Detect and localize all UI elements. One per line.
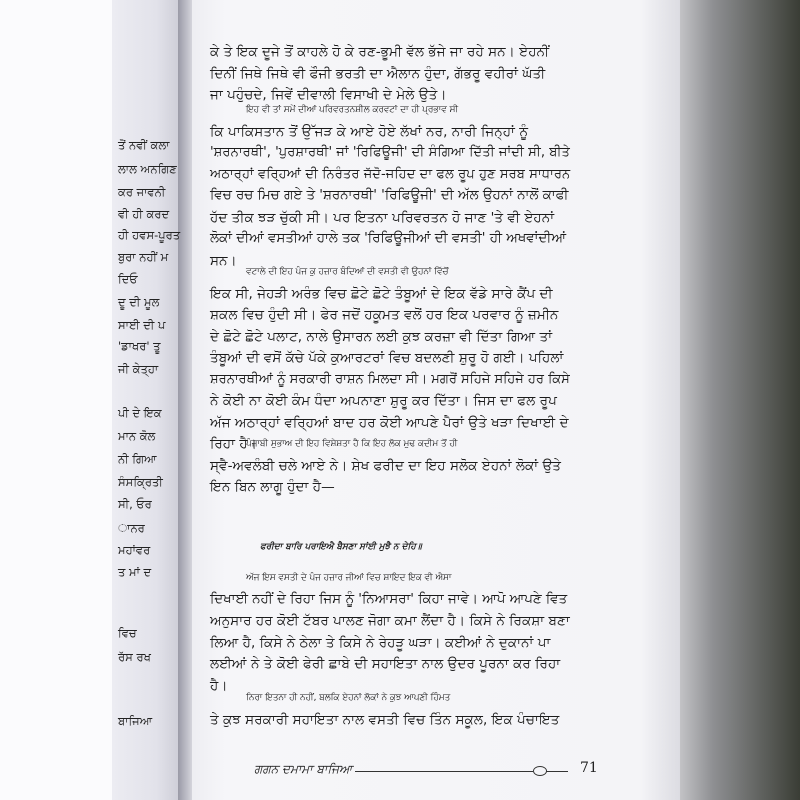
left-page-fragment: ਤੋਂ ਨਵੀਂ ਕਲਾ xyxy=(118,138,170,152)
left-page-fragment: ਬੁਰਾ ਨਹੀਂ ਮ xyxy=(118,250,169,264)
text-line: ਇਕ ਸੀ, ਜੇਹੜੀ ਅਰੰਭ ਵਿਚ ਛੋਟੇ ਛੋਟੇ ਤੰਬੂਆਂ ਦੇ ਇਕ ਵੱਡੇ ਸਾਰੇ ਕੈਂਪ ਦੀ xyxy=(210,285,553,302)
text-line: ਦੇ ਛੋਟੇ ਛੋਟੇ ਪਲਾਟ, ਨਾਲੇ ਉਸਾਰਨ ਲਈ ਕੁਝ ਕਰਜ਼ਾ ਵੀ ਦਿੱਤਾ ਗਿਆ ਤਾਂ xyxy=(210,328,553,345)
left-page-fragment: ਹੀ ਹਵਸ-ਪੂਰਤ xyxy=(118,228,181,242)
text-line: ਹੈ। xyxy=(210,677,228,694)
left-page-fragment: ਦਿਓ xyxy=(118,272,138,286)
left-page-fragment: ਜੀ ਕੇਤ੍ਹਾ xyxy=(118,362,159,376)
text-line: ਰਿਹਾ ਹੈ। xyxy=(210,436,257,452)
text-line: ਇਹ ਵੀ ਤਾਂ ਸਮੇਂ ਦੀਆਂ ਪਰਿਵਰਤਨਸ਼ੀਲ ਕਰਵਟਾਂ ਦਾ ਹੀ ਪ੍ਰਭਾਵ ਸੀ xyxy=(246,105,459,115)
footer-rule-end xyxy=(546,771,568,772)
left-page-fragment: ਮਹਾਂਵਰ xyxy=(118,543,151,557)
footer-rule xyxy=(355,771,533,772)
footer-book-title: ਗਗਨ ਦਮਾਮਾ ਬਾਜਿਆ xyxy=(254,762,353,776)
text-line: ਨਿਰਾ ਇਤਨਾ ਹੀ ਨਹੀਂ, ਬਲਕਿ ਏਹਨਾਂ ਲੋਕਾਂ ਨੇ ਕੁਝ ਆਪਣੀ ਹਿੰਮਤ xyxy=(246,693,451,703)
left-page-fragment: ਾਨਰ xyxy=(118,521,145,535)
text-line: ਦਿਖਾਈ ਨਹੀਂ ਦੇ ਰਿਹਾ ਜਿਸ ਨੂੰ 'ਨਿਆਸਰਾ' ਕਿਹਾ ਜਾਵੇ। ਆਪੋ ਆਪਣੇ ਵਿਤ xyxy=(210,591,568,607)
text-line: ਨੇ ਕੋਈ ਨਾ ਕੋਈ ਕੰਮ ਧੰਦਾ ਅਪਨਾਣਾ ਸ਼ੁਰੂ ਕਰ ਦਿੱਤਾ। ਜਿਸ ਦਾ ਫਲ ਰੂਪ xyxy=(210,393,557,409)
left-page-fragment: ਵਿਚ xyxy=(118,626,137,640)
text-line: ਹੱਦ ਤੀਕ ਝੜ ਚੁੱਕੀ ਸੀ। ਪਰ ਇਤਨਾ ਪਰਿਵਰਤਨ ਹੋ ਜਾਣ 'ਤੇ ਵੀ ਏਹਨਾਂ xyxy=(210,209,555,226)
text-line: ਪੰਜਾਬੀ ਸੁਭਾਅ ਦੀ ਇਹ ਵਿਸ਼ੇਸ਼ਤਾ ਹੈ ਕਿ ਇਹ ਲੋਕ ਮੁਢ ਕਦੀਮ ਤੋਂ ਹੀ xyxy=(246,439,458,449)
left-page-fragment: 'ਡਾਖਰ' ਤੂ xyxy=(118,339,161,353)
book-gutter xyxy=(178,0,192,800)
left-page-fragment: ਬਾਜਿਆ xyxy=(118,714,153,728)
text-line: ਲੋਕਾਂ ਦੀਆਂ ਵਸਤੀਆਂ ਹਾਲੇ ਤਕ 'ਰਿਫਿਊਜੀਆਂ ਦੀ ਵਸਤੀ' ਹੀ ਅਖਵਾਂਦੀਆਂ xyxy=(210,231,566,246)
text-line: ਲਿਆ ਹੈ, ਕਿਸੇ ਨੇ ਠੇਲਾ ਤੇ ਕਿਸੇ ਨੇ ਰੇਹੜੂ ਘੜਾ। ਕਈਆਂ ਨੇ ਦੁਕਾਨਾਂ ਪਾ xyxy=(210,634,551,651)
left-page-fragment: ਤ ਮਾਂ ਦ xyxy=(118,565,152,579)
text-line: ਸ੍ਵੈ-ਅਵਲੰਬੀ ਚਲੇ ਆਏ ਨੇ। ਸ਼ੇਖ ਫਰੀਦ ਦਾ ਇਹ ਸਲੋਕ ਏਹਨਾਂ ਲੋਕਾਂ ਉਤੇ xyxy=(210,457,561,474)
text-line: ਅਠਾਰ੍ਹਾਂ ਵਰ੍ਹਿਆਂ ਦੀ ਨਿਰੰਤਰ ਜੱਦੋ-ਜਹਿਦ ਦਾ ਫਲ ਰੂਪ ਹੁਣ ਸਰਬ ਸਾਧਾਰਨ xyxy=(210,166,571,182)
text-line: ਕੇ ਤੇ ਇਕ ਦੂਜੇ ਤੋਂ ਕਾਹਲੇ ਹੋ ਕੇ ਰਣ-ਭੂਮੀ ਵੱਲ ਭੱਜੇ ਜਾ ਰਹੇ ਸਨ। ਏਹਨੀਂ xyxy=(210,44,550,60)
text-line: ਜਾ ਪਹੁੰਚਦੇ, ਜਿਵੇਂ ਦੀਵਾਲੀ ਵਿਸਾਖੀ ਦੇ ਮੇਲੇ ਉਤੇ। xyxy=(210,87,447,103)
page-number: 71 xyxy=(580,760,598,776)
left-page-fragment: ਸੰਸਕ੍ਰਿਤੀ xyxy=(118,475,163,489)
left-page-fragment: ਲਾਲ ਅਨਗਿਣ xyxy=(118,162,177,176)
left-page-fragment: ਮਾਨ ਕੋਲ xyxy=(118,429,156,443)
text-line: ਸਨ। xyxy=(210,252,237,269)
verse-line: ਫਰੀਦਾ ਬਾਰਿ ਪਰਾਇਐ ਬੈਸਣਾ ਸਾਂਈ ਮੁਝੈ ਨ ਦੇਹਿ॥ xyxy=(260,542,422,552)
footer-ornament xyxy=(533,766,547,776)
text-line: ਕਿ ਪਾਕਿਸਤਾਨ ਤੋਂ ਉੱਜੜ ਕੇ ਆਏ ਹੋਏ ਲੱਖਾਂ ਨਰ, ਨਾਰੀ ਜਿਨ੍ਹਾਂ ਨੂੰ xyxy=(210,123,529,140)
text-line: ਦਿਨੀਂ ਜਿਥੇ ਜਿਥੇ ਵੀ ਫੌਜੀ ਭਰਤੀ ਦਾ ਐਲਾਨ ਹੁੰਦਾ, ਗੱਭਰੂ ਵਹੀਰਾਂ ਘੱਤੀ xyxy=(210,65,546,82)
left-page-fragment: ਦੂ ਦੀ ਮੂਲ xyxy=(118,295,160,309)
text-line: ਵਟਾਲੇ ਦੀ ਇਹ ਪੰਜ ਕੁ ਹਜ਼ਾਰ ਬੰਦਿਆਂ ਦੀ ਵਸਤੀ ਵੀ ਉਹਨਾਂ ਵਿੱਚੋਂ xyxy=(246,267,449,277)
text-line: ਅੱਜ ਇਸ ਵਸਤੀ ਦੇ ਪੰਜ ਹਜ਼ਾਰ ਜੀਆਂ ਵਿਚ ਸ਼ਾਇਦ ਇਕ ਵੀ ਐਸਾ xyxy=(246,573,452,583)
left-page-fragment: ਵੀ ਹੀ ਕਰਦ xyxy=(118,207,170,221)
left-page xyxy=(112,0,186,800)
text-line: ਲਈਆਂ ਨੇ ਤੇ ਕੋਈ ਫੇਰੀ ਛਾਬੇ ਦੀ ਸਹਾਇਤਾ ਨਾਲ ਉਦਰ ਪੂਰਨਾ ਕਰ ਰਿਹਾ xyxy=(210,656,561,672)
text-line: ਵਿਚ ਰਚ ਮਿਚ ਗਏ ਤੇ 'ਸ਼ਰਨਾਰਥੀ' 'ਰਿਫਿਊਜੀ' ਦੀ ਅੱਲ ਉਹਨਾਂ ਨਾਲੋਂ ਕਾਫੀ xyxy=(210,188,569,203)
left-page-fragment: ਸਾਈ ਦੀ ਪ xyxy=(118,318,166,332)
text-line: ਸ਼ਕਲ ਵਿਚ ਹੁੰਦੀ ਸੀ। ਫੇਰ ਜਦੋਂ ਹਕੂਮਤ ਵਲੋਂ ਹਰ ਇਕ ਪਰਵਾਰ ਨੂੰ ਜ਼ਮੀਨ xyxy=(210,307,559,323)
left-page-fragment: ਸੀ, ਓਰ xyxy=(118,497,152,511)
text-line: ਸ਼ਰਨਾਰਥੀਆਂ ਨੂੰ ਸਰਕਾਰੀ ਰਾਸ਼ਨ ਮਿਲਦਾ ਸੀ। ਮਗਰੋਂ ਸਹਿਜੇ ਸਹਿਜੇ ਹਰ ਕਿਸੇ xyxy=(210,371,570,387)
left-page-fragment: ਪੀ ਦੇ ਇਕ xyxy=(118,406,162,420)
text-line: 'ਸ਼ਰਨਾਰਥੀ', 'ਪੁਰਸ਼ਾਰਥੀ' ਜਾਂ 'ਰਿਫਿਊਜੀ' ਦੀ ਸੰਗਿਆ ਦਿੱਤੀ ਜਾਂਦੀ ਸੀ, ਬੀਤੇ xyxy=(210,145,570,160)
left-page-fragment: ਕਰ ਜਾਵਨੀ xyxy=(118,185,166,199)
book-edge-shadow xyxy=(676,0,800,800)
text-line: ਅਨੁਸਾਰ ਹਰ ਕੋਈ ਟੱਬਰ ਪਾਲਣ ਜੋਗਾ ਕਮਾ ਲੈਂਦਾ ਹੈ। ਕਿਸੇ ਨੇ ਰਿਕਸ਼ਾ ਬਣਾ xyxy=(210,613,570,629)
left-page-fragment: ਨੀ ਗਿਆ xyxy=(118,452,157,466)
left-page-fragment: ਰੱਸ ਰਖ xyxy=(118,650,151,664)
text-line: ਇਨ ਬਿਨ ਲਾਗੂ ਹੁੰਦਾ ਹੈ— xyxy=(210,479,335,495)
text-line: ਤੰਬੂਆਂ ਦੀ ਵਸੋਂ ਕੱਚੇ ਪੱਕੇ ਕੁਆਰਟਰਾਂ ਵਿਚ ਬਦਲਣੀ ਸ਼ੁਰੂ ਹੋ ਗਈ। ਪਹਿਲਾਂ xyxy=(210,350,564,366)
text-line: ਅੱਜ ਅਠਾਰ੍ਹਾਂ ਵਰ੍ਹਿਆਂ ਬਾਦ ਹਰ ਕੋਈ ਆਪਣੇ ਪੈਰਾਂ ਉਤੇ ਖੜਾ ਦਿਖਾਈ ਦੇ xyxy=(210,414,569,431)
text-line: ਤੇ ਕੁਝ ਸਰਕਾਰੀ ਸਹਾਇਤਾ ਨਾਲ ਵਸਤੀ ਵਿਚ ਤਿੰਨ ਸਕੂਲ, ਇਕ ਪੰਚਾਇਤ xyxy=(210,711,560,728)
